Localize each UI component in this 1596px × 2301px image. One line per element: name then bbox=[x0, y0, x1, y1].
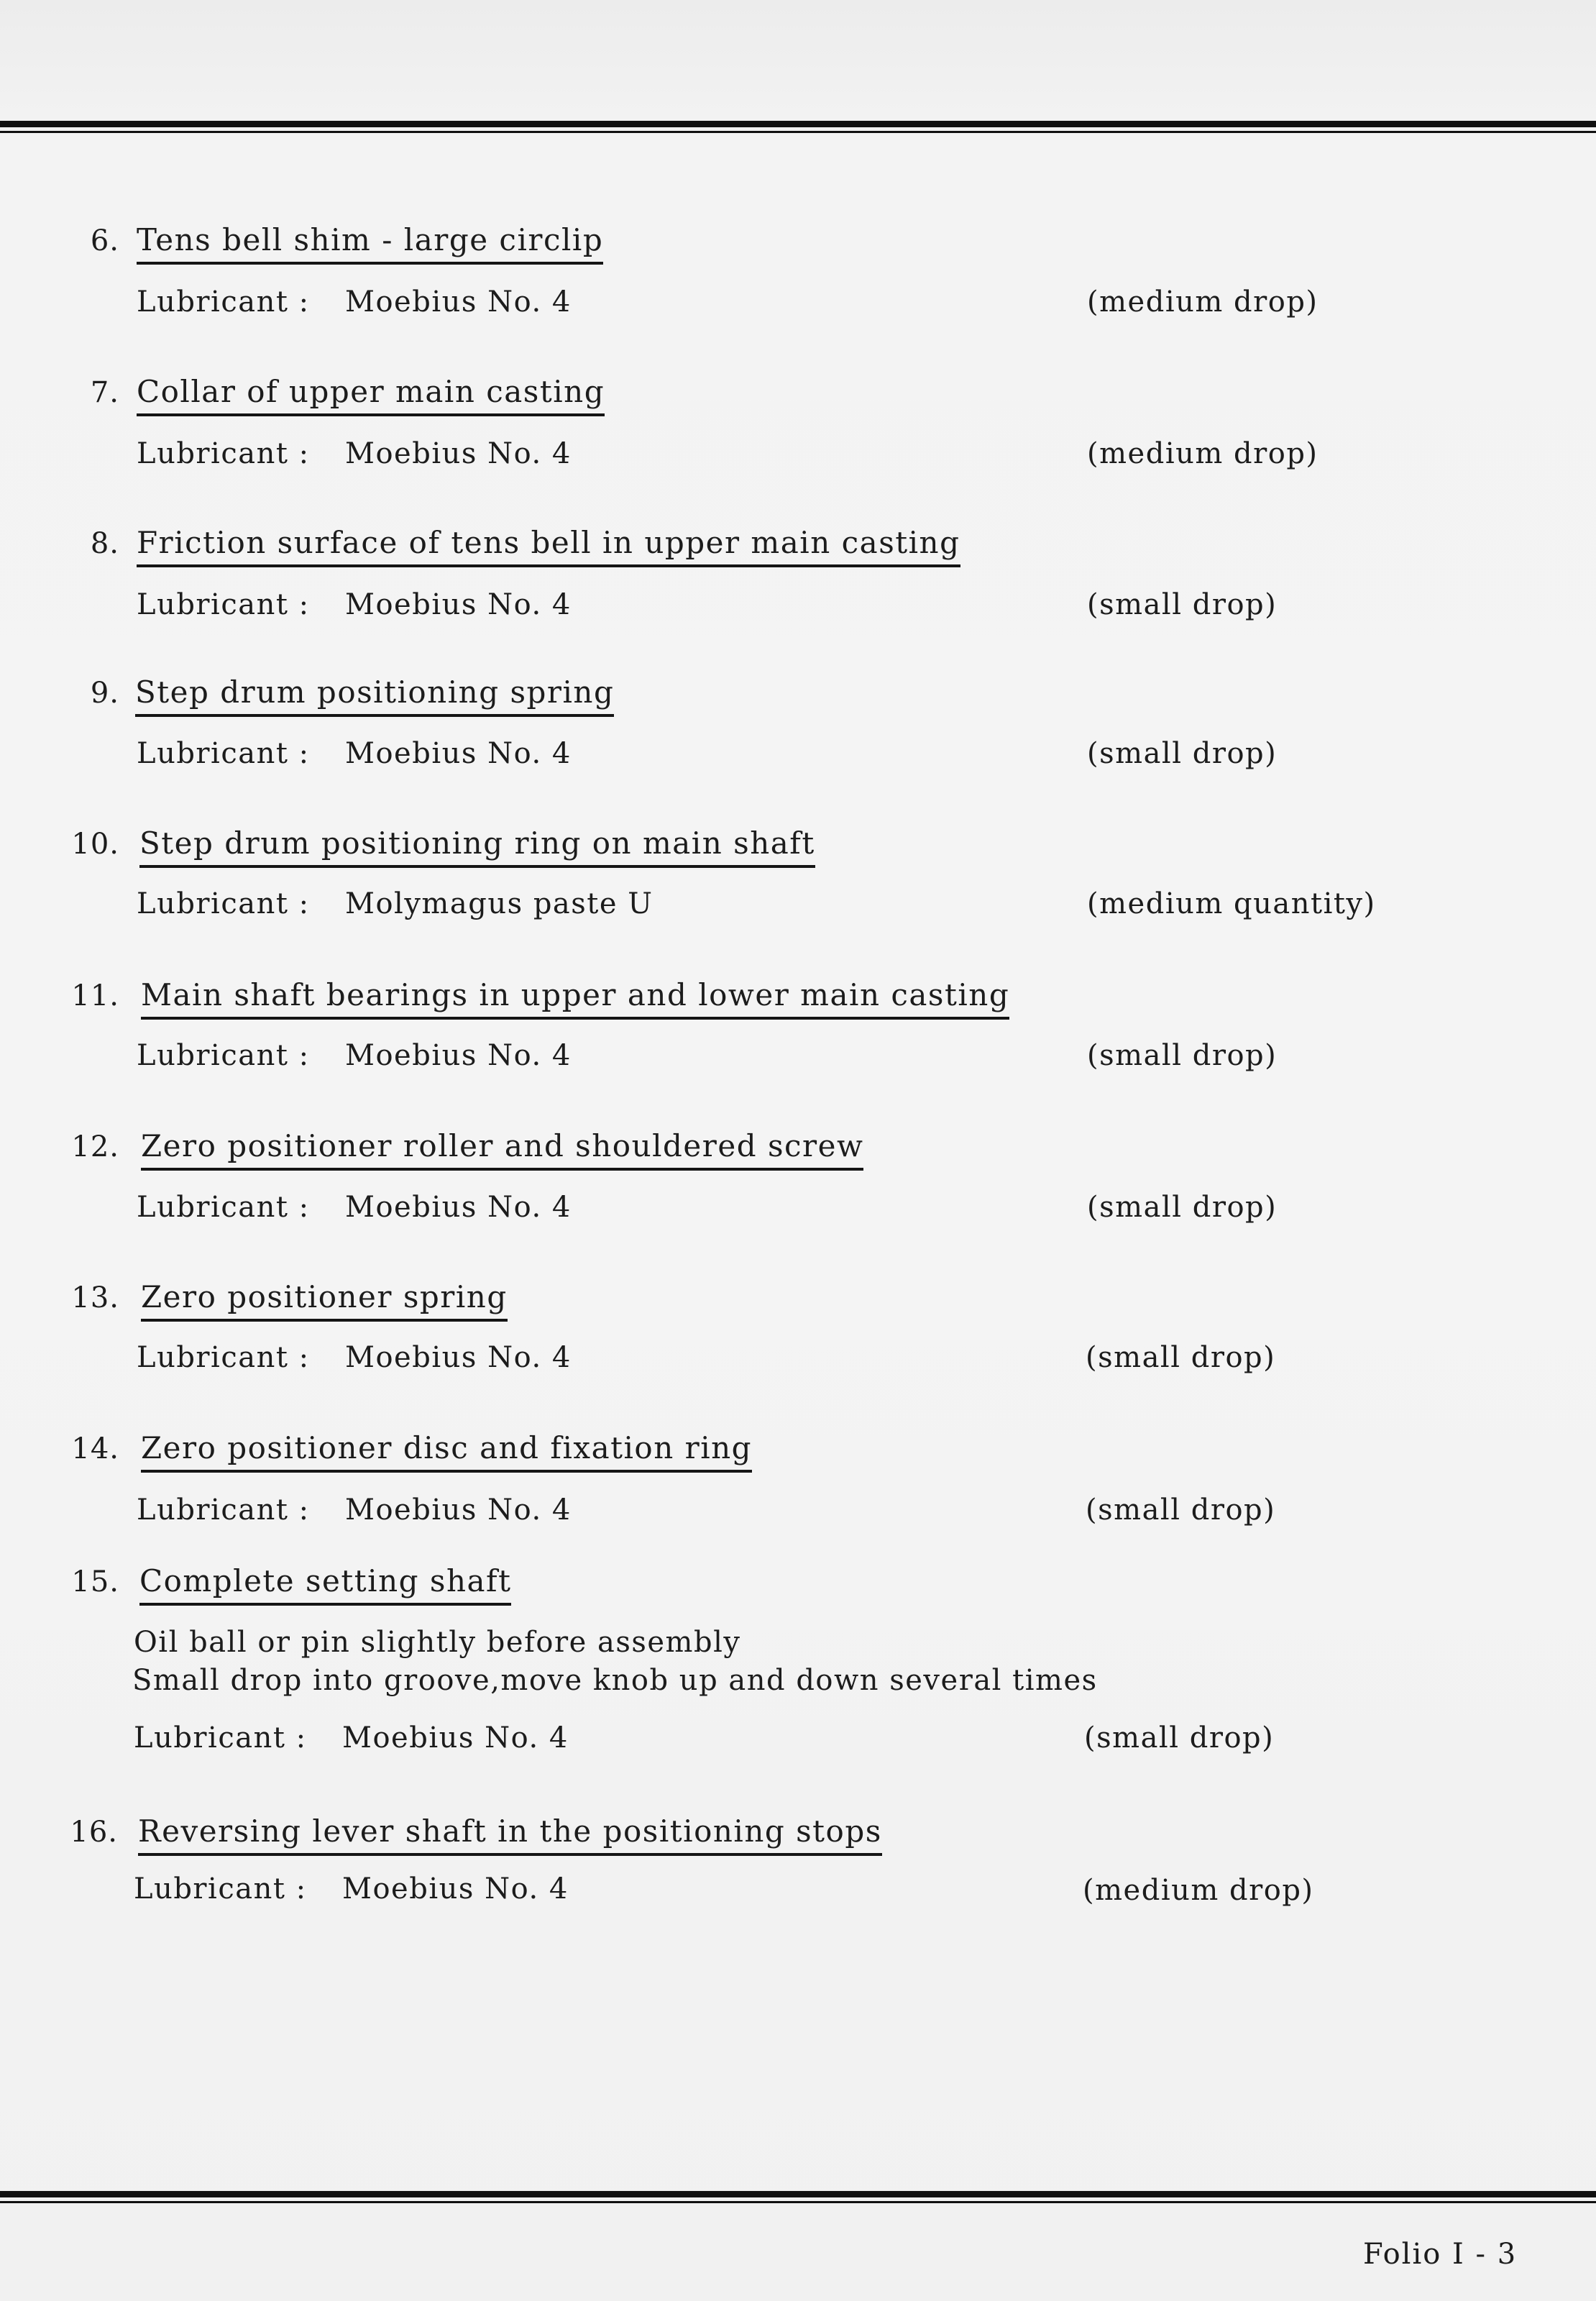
lubricant-label: Lubricant : bbox=[137, 1039, 310, 1072]
lubricant-name: Moebius No. 4 bbox=[345, 1191, 572, 1224]
item-number: 16. bbox=[70, 1816, 118, 1849]
lubricant-line bbox=[137, 1340, 572, 1376]
lubricant-line bbox=[137, 587, 572, 623]
lubricant-label: Lubricant : bbox=[137, 887, 310, 920]
bottom-rule-thin bbox=[0, 2201, 1596, 2203]
top-rule-thin bbox=[0, 131, 1596, 133]
lubricant-quantity: (small drop) bbox=[1087, 1191, 1278, 1224]
item-title: Zero positioner disc and fixation ring bbox=[141, 1429, 752, 1473]
lubricant-label: Lubricant : bbox=[134, 1721, 307, 1755]
lubricant-line bbox=[134, 1871, 569, 1907]
item-number: 7. bbox=[90, 376, 119, 409]
item-number: 12. bbox=[71, 1130, 119, 1163]
lubricant-name: Moebius No. 4 bbox=[345, 588, 572, 621]
lubricant-label: Lubricant : bbox=[137, 285, 310, 319]
lubricant-quantity: (small drop) bbox=[1086, 1341, 1276, 1374]
lubricant-line bbox=[134, 1720, 569, 1756]
lubricant-line bbox=[137, 1492, 572, 1528]
lubricant-line bbox=[137, 436, 572, 472]
lubricant-line bbox=[137, 1189, 572, 1225]
item-number: 11. bbox=[71, 979, 119, 1012]
item-title: Reversing lever shaft in the positioning stops bbox=[138, 1813, 882, 1856]
lubricant-label: Lubricant : bbox=[137, 588, 310, 621]
item-number: 8. bbox=[90, 527, 119, 560]
item-title: Main shaft bearings in upper and lower main casting bbox=[141, 976, 1009, 1020]
item-title: Step drum positioning spring bbox=[135, 674, 614, 717]
item-number: 9. bbox=[90, 677, 119, 710]
item-title: Friction surface of tens bell in upper main casting bbox=[137, 524, 960, 567]
item-title: Collar of upper main casting bbox=[137, 373, 605, 416]
lubricant-name: Moebius No. 4 bbox=[342, 1721, 569, 1755]
item-number: 13. bbox=[71, 1281, 119, 1314]
item-number: 6. bbox=[90, 224, 119, 257]
lubricant-quantity: (small drop) bbox=[1087, 1039, 1278, 1072]
lubricant-line bbox=[137, 886, 653, 922]
lubricant-name: Moebius No. 4 bbox=[345, 437, 572, 470]
item-title: Zero positioner roller and shouldered screw bbox=[141, 1127, 863, 1171]
item-title: Complete setting shaft bbox=[139, 1563, 511, 1606]
top-rule-thick bbox=[0, 121, 1596, 127]
lubricant-label: Lubricant : bbox=[137, 737, 310, 770]
lubricant-name: Moebius No. 4 bbox=[342, 1872, 569, 1906]
instruction-note: Small drop into groove,move knob up and down several times bbox=[132, 1664, 1098, 1697]
item-number: 10. bbox=[71, 828, 119, 861]
lubricant-line bbox=[137, 284, 572, 320]
lubricant-quantity: (medium drop) bbox=[1087, 437, 1318, 470]
item-title: Tens bell shim - large circlip bbox=[137, 221, 603, 265]
lubricant-label: Lubricant : bbox=[137, 1341, 310, 1374]
item-title: Zero positioner spring bbox=[141, 1278, 508, 1322]
instruction-note: Oil ball or pin slightly before assembly bbox=[134, 1626, 741, 1659]
lubricant-quantity: (medium drop) bbox=[1087, 285, 1318, 319]
folio-page-number: Folio I - 3 bbox=[1363, 2238, 1518, 2271]
lubricant-label: Lubricant : bbox=[137, 1191, 310, 1224]
lubricant-quantity: (small drop) bbox=[1084, 1721, 1275, 1755]
lubricant-name: Moebius No. 4 bbox=[345, 1341, 572, 1374]
lubricant-line bbox=[137, 1038, 572, 1074]
item-number: 15. bbox=[71, 1565, 119, 1598]
lubricant-name: Molymagus paste U bbox=[345, 887, 653, 920]
lubricant-name: Moebius No. 4 bbox=[345, 737, 572, 770]
lubricant-quantity: (medium drop) bbox=[1083, 1874, 1314, 1907]
item-number: 14. bbox=[71, 1432, 119, 1465]
lubricant-quantity: (small drop) bbox=[1087, 737, 1278, 770]
lubricant-label: Lubricant : bbox=[137, 1493, 310, 1527]
lubricant-quantity: (small drop) bbox=[1087, 588, 1278, 621]
lubricant-name: Moebius No. 4 bbox=[345, 285, 572, 319]
lubricant-line bbox=[137, 736, 572, 772]
lubricant-quantity: (medium quantity) bbox=[1087, 887, 1376, 920]
bottom-rule-thick bbox=[0, 2191, 1596, 2197]
item-title: Step drum positioning ring on main shaft bbox=[139, 825, 815, 868]
lubricant-name: Moebius No. 4 bbox=[345, 1039, 572, 1072]
lubricant-quantity: (small drop) bbox=[1086, 1493, 1276, 1527]
lubricant-label: Lubricant : bbox=[134, 1872, 307, 1906]
lubricant-label: Lubricant : bbox=[137, 437, 310, 470]
lubricant-name: Moebius No. 4 bbox=[345, 1493, 572, 1527]
